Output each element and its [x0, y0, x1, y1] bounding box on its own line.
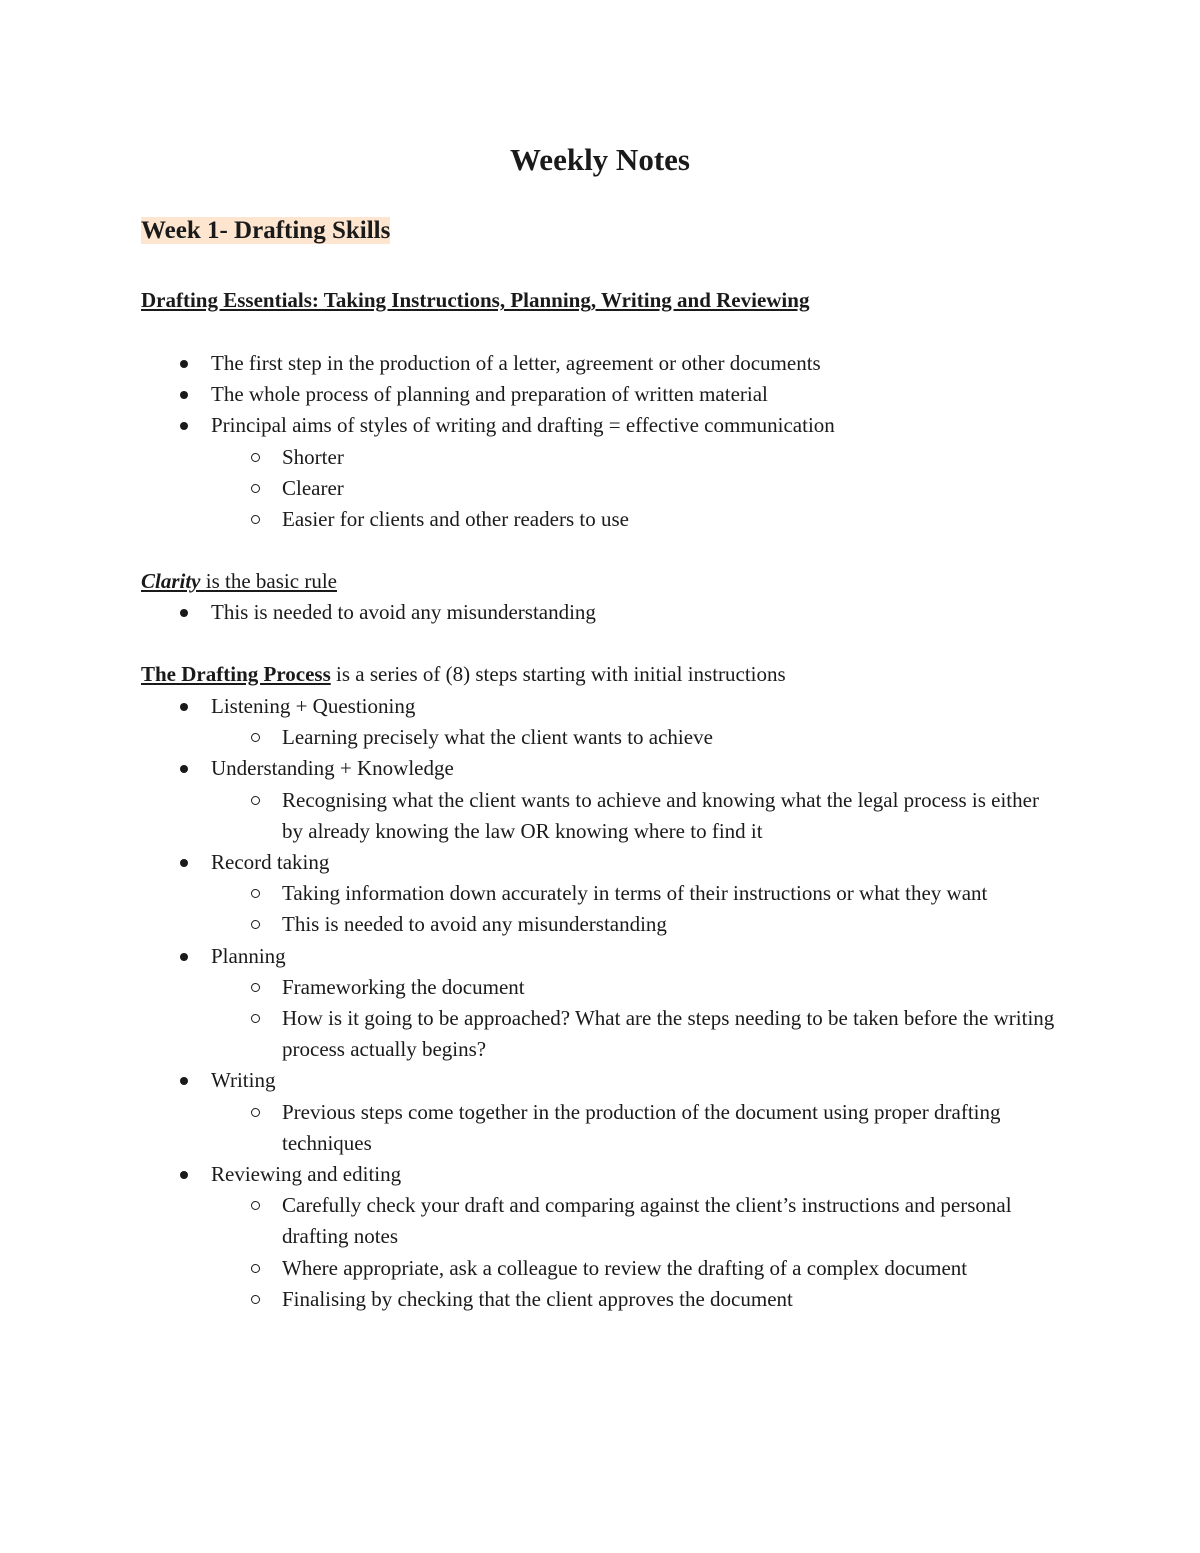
hollow-bullet-icon: [251, 453, 260, 462]
clarity-list: [141, 597, 1061, 628]
sub-list-item-text: Carefully check your draft and comparing against the client’s instructions and personal drafting notes: [282, 1193, 1012, 1249]
list-item: [141, 410, 1061, 535]
week-heading: [141, 214, 390, 248]
hollow-bullet-icon: [251, 920, 260, 929]
sub-list-item-text: Shorter: [282, 444, 344, 469]
list-item: [141, 348, 1061, 379]
bullet-icon: [180, 703, 188, 711]
step-sublist: [211, 878, 1061, 940]
sub-list-item: [141, 878, 1061, 909]
clarity-rest: is the basic rule: [200, 569, 337, 593]
sub-list-item: [141, 722, 1061, 753]
hollow-bullet-icon: [251, 1014, 260, 1023]
hollow-bullet-icon: [251, 1264, 260, 1273]
sub-list-item-text: How is it going to be approached? What are the steps needing to be taken before the writing process actually begins?: [282, 1006, 1055, 1062]
sub-list-item-text: Frameworking the document: [282, 974, 525, 999]
sub-list-item-text: Recognising what the client wants to achieve and knowing what the legal process is either by already knowing the law OR knowing where to find it: [282, 787, 1039, 843]
hollow-bullet-icon: [251, 733, 260, 742]
sub-list-item-text: Learning precisely what the client wants to achieve: [282, 725, 713, 750]
sub-list-item-text: This is needed to avoid any misunderstanding: [282, 912, 667, 937]
step-sublist: [211, 1190, 1061, 1315]
list-item-text: Understanding + Knowledge: [211, 756, 454, 781]
hollow-bullet-icon: [251, 796, 260, 805]
clarity-heading: [141, 566, 1061, 597]
essentials-sublist: [211, 442, 1061, 536]
sub-list-item-text: Taking information down accurately in terms of their instructions or what they want: [282, 881, 988, 906]
sub-list-item: [141, 909, 1061, 940]
list-item-text: Reviewing and editing: [211, 1162, 402, 1187]
process-keyword: The Drafting Process: [141, 662, 331, 686]
step-sublist: [211, 722, 1061, 753]
process-rest: is a series of (8) steps starting with initial instructions: [330, 662, 786, 686]
bullet-icon: [180, 765, 188, 773]
list-item-text: Writing: [211, 1068, 276, 1093]
hollow-bullet-icon: [251, 1295, 260, 1304]
bullet-icon: [180, 1077, 188, 1085]
essentials-heading: [141, 285, 1061, 316]
list-item: [141, 753, 1061, 847]
hollow-bullet-icon: [251, 983, 260, 992]
bullet-icon: [180, 953, 188, 961]
sub-list-item: [141, 785, 1061, 847]
bullet-icon: [180, 360, 188, 368]
essentials-list: [141, 348, 1061, 535]
sub-list-item: [141, 1190, 1061, 1252]
process-heading: [141, 659, 1061, 690]
list-item-text: Record taking: [211, 850, 330, 875]
sub-list-item-text: Clearer: [282, 475, 344, 500]
sub-list-item: [141, 972, 1061, 1003]
document-title: Weekly Notes: [510, 142, 690, 177]
sub-list-item: [141, 1097, 1061, 1159]
sub-list-item-text: Where appropriate, ask a colleague to review the drafting of a complex document: [282, 1255, 968, 1280]
bullet-icon: [180, 609, 188, 617]
bullet-icon: [180, 391, 188, 399]
list-item: [141, 941, 1061, 1066]
step-sublist: [211, 785, 1061, 847]
sub-list-item-text: Finalising by checking that the client approves the document: [282, 1286, 793, 1311]
list-item: [141, 1065, 1061, 1159]
sub-list-item: [141, 1003, 1061, 1065]
list-item-text: Planning: [211, 943, 286, 968]
list-item: [141, 1159, 1061, 1315]
process-steps-list: [141, 691, 1061, 1315]
list-item: [141, 597, 1061, 628]
step-sublist: [211, 972, 1061, 1066]
sub-list-item-text: Easier for clients and other readers to use: [282, 507, 629, 532]
sub-list-item: [141, 504, 1061, 535]
bullet-icon: [180, 859, 188, 867]
sub-list-item-text: Previous steps come together in the production of the document using proper drafting techniques: [282, 1099, 1001, 1155]
hollow-bullet-icon: [251, 484, 260, 493]
list-item: [141, 379, 1061, 410]
list-item-text: Principal aims of styles of writing and drafting = effective communication: [211, 413, 835, 438]
list-item: [141, 847, 1061, 941]
sub-list-item: [141, 1253, 1061, 1284]
list-item-text: This is needed to avoid any misunderstanding: [211, 600, 596, 624]
sub-list-item: [141, 473, 1061, 504]
week-heading-highlight: Week 1- Drafting Skills: [141, 217, 391, 244]
bullet-icon: [180, 1171, 188, 1179]
hollow-bullet-icon: [251, 1201, 260, 1210]
step-sublist: [211, 1097, 1061, 1159]
essentials-heading-text: Drafting Essentials: Taking Instructions, Planning, Writing and Reviewing: [141, 288, 810, 312]
sub-list-item: [141, 442, 1061, 473]
hollow-bullet-icon: [251, 889, 260, 898]
hollow-bullet-icon: [251, 515, 260, 524]
sub-list-item: [141, 1284, 1061, 1315]
list-item-text: The first step in the production of a letter, agreement or other documents: [211, 351, 821, 375]
bullet-icon: [180, 422, 188, 430]
clarity-keyword: Clarity: [141, 569, 201, 593]
list-item: [141, 691, 1061, 753]
list-item-text: Listening + Questioning: [211, 694, 416, 718]
list-item-text: The whole process of planning and preparation of written material: [211, 382, 768, 407]
hollow-bullet-icon: [251, 1108, 260, 1117]
